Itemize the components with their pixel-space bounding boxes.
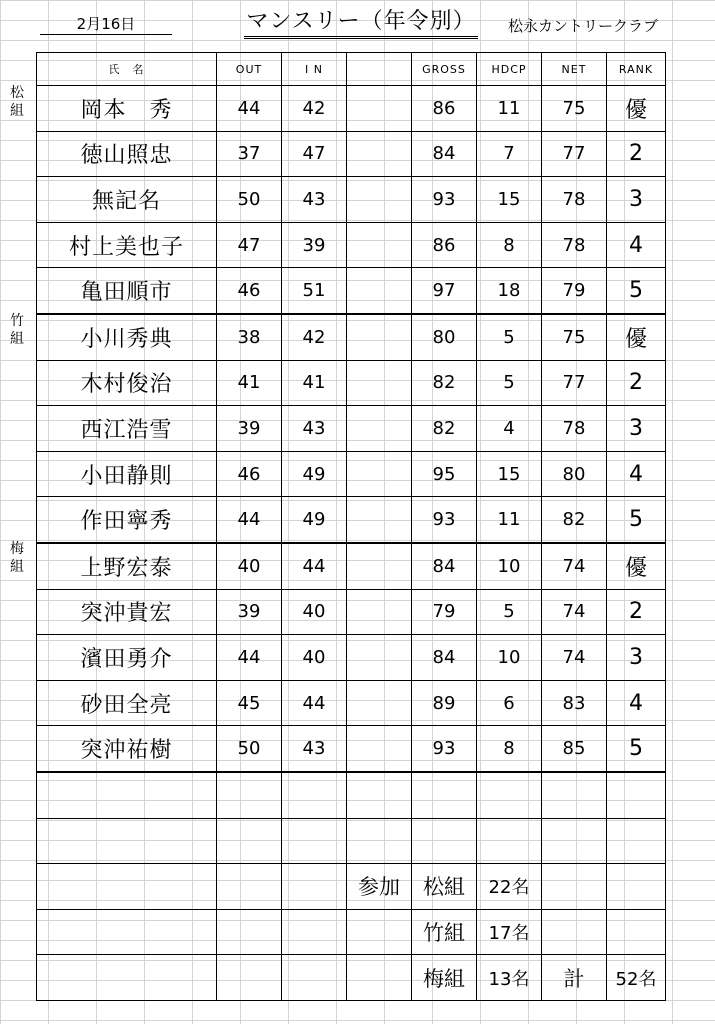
net-score: 79: [542, 268, 607, 314]
summary-row: [37, 955, 666, 1001]
col-header-name: 氏 名: [37, 53, 217, 86]
empty-cell: [347, 955, 412, 1001]
col-header-in: I N: [282, 53, 347, 86]
rank-value: 2: [607, 589, 666, 635]
rank-value: 優: [607, 543, 666, 589]
blank-cell: [347, 360, 412, 406]
player-name: 岡本 秀: [37, 86, 217, 132]
table-row: [37, 543, 666, 589]
total-count: 52名: [607, 955, 666, 1001]
summary-row: [37, 864, 666, 910]
player-name: 村上美也子: [37, 222, 217, 268]
results-table: [36, 52, 666, 1001]
net-score: 78: [542, 406, 607, 452]
table-row: [37, 177, 666, 223]
in-score: 49: [282, 451, 347, 497]
rank-value: 3: [607, 635, 666, 681]
rank-value: 5: [607, 726, 666, 772]
empty-cell: [282, 909, 347, 955]
player-name: 西江浩雪: [37, 406, 217, 452]
gross-score: 93: [412, 726, 477, 772]
rank-value: 2: [607, 131, 666, 177]
empty-cell: [282, 955, 347, 1001]
gross-score: 84: [412, 131, 477, 177]
ume-summary-label: 梅組: [412, 955, 477, 1001]
rank-value: 2: [607, 360, 666, 406]
out-score: 50: [217, 726, 282, 772]
empty-cell: [477, 772, 542, 818]
hdcp-value: 5: [477, 360, 542, 406]
empty-cell: [542, 772, 607, 818]
player-name: 突沖祐樹: [37, 726, 217, 772]
table-row: [37, 726, 666, 772]
net-score: 75: [542, 314, 607, 360]
in-score: 49: [282, 497, 347, 543]
blank-cell: [347, 268, 412, 314]
hdcp-value: 7: [477, 131, 542, 177]
col-header-net: NET: [542, 53, 607, 86]
gross-score: 79: [412, 589, 477, 635]
take-count: 17名: [477, 909, 542, 955]
table-row: [37, 406, 666, 452]
out-score: 38: [217, 314, 282, 360]
empty-cell: [607, 909, 666, 955]
blank-cell: [347, 314, 412, 360]
net-score: 77: [542, 131, 607, 177]
out-score: 40: [217, 543, 282, 589]
net-score: 80: [542, 451, 607, 497]
hdcp-value: 15: [477, 177, 542, 223]
gross-score: 86: [412, 86, 477, 132]
player-name: 小川秀典: [37, 314, 217, 360]
ume-count: 13名: [477, 955, 542, 1001]
in-score: 43: [282, 177, 347, 223]
net-score: 78: [542, 222, 607, 268]
hdcp-value: 11: [477, 497, 542, 543]
player-name: 無記名: [37, 177, 217, 223]
out-score: 46: [217, 268, 282, 314]
rank-value: 優: [607, 314, 666, 360]
player-name: 徳山照忠: [37, 131, 217, 177]
gross-score: 84: [412, 635, 477, 681]
table-row: [37, 589, 666, 635]
hdcp-value: 8: [477, 222, 542, 268]
in-score: 40: [282, 589, 347, 635]
empty-cell: [217, 772, 282, 818]
rank-value: 3: [607, 406, 666, 452]
empty-cell: [542, 818, 607, 864]
net-score: 75: [542, 86, 607, 132]
in-score: 41: [282, 360, 347, 406]
table-row: [37, 86, 666, 132]
page-title: マンスリー（年令別）: [244, 8, 478, 39]
table-row: [37, 222, 666, 268]
table-row: [37, 451, 666, 497]
group-label-take: 竹組: [10, 313, 24, 347]
player-name: 小田静則: [37, 451, 217, 497]
net-score: 77: [542, 360, 607, 406]
blank-cell: [347, 451, 412, 497]
empty-cell: [217, 955, 282, 1001]
blank-cell: [347, 680, 412, 726]
empty-cell: [217, 818, 282, 864]
col-header-blank: [347, 53, 412, 86]
empty-cell: [607, 818, 666, 864]
out-score: 39: [217, 406, 282, 452]
empty-cell: [412, 772, 477, 818]
gross-score: 89: [412, 680, 477, 726]
in-score: 42: [282, 86, 347, 132]
empty-cell: [542, 909, 607, 955]
empty-cell: [217, 864, 282, 910]
table-row: [37, 360, 666, 406]
gross-score: 95: [412, 451, 477, 497]
header-row: [37, 53, 666, 86]
group-label-matsu: 松組: [10, 85, 24, 119]
table-row: [37, 131, 666, 177]
rank-value: 優: [607, 86, 666, 132]
out-score: 41: [217, 360, 282, 406]
gross-score: 93: [412, 177, 477, 223]
hdcp-value: 5: [477, 589, 542, 635]
empty-cell: [282, 864, 347, 910]
in-score: 44: [282, 680, 347, 726]
empty-cell: [477, 818, 542, 864]
rank-value: 4: [607, 680, 666, 726]
blank-cell: [347, 497, 412, 543]
empty-cell: [607, 864, 666, 910]
rank-value: 5: [607, 268, 666, 314]
group-label-ume: 梅組: [10, 541, 24, 575]
table-row: [37, 497, 666, 543]
blank-cell: [347, 177, 412, 223]
out-score: 50: [217, 177, 282, 223]
empty-row: [37, 818, 666, 864]
gross-score: 82: [412, 360, 477, 406]
blank-cell: [347, 543, 412, 589]
net-score: 74: [542, 635, 607, 681]
participation-label: 参加: [347, 864, 412, 910]
in-score: 44: [282, 543, 347, 589]
gross-score: 93: [412, 497, 477, 543]
empty-cell: [282, 772, 347, 818]
empty-cell: [37, 955, 217, 1001]
report-date: 2月16日: [40, 14, 172, 35]
empty-cell: [347, 818, 412, 864]
col-header-rank: RANK: [607, 53, 666, 86]
empty-cell: [412, 818, 477, 864]
empty-cell: [282, 818, 347, 864]
player-name: 上野宏泰: [37, 543, 217, 589]
total-label: 計: [542, 955, 607, 1001]
blank-cell: [347, 222, 412, 268]
hdcp-value: 10: [477, 543, 542, 589]
net-score: 74: [542, 589, 607, 635]
matsu-count: 22名: [477, 864, 542, 910]
blank-cell: [347, 131, 412, 177]
hdcp-value: 15: [477, 451, 542, 497]
in-score: 43: [282, 406, 347, 452]
blank-cell: [347, 726, 412, 772]
empty-cell: [37, 772, 217, 818]
table-row: [37, 680, 666, 726]
summary-row: [37, 909, 666, 955]
col-header-hdcp: HDCP: [477, 53, 542, 86]
out-score: 39: [217, 589, 282, 635]
blank-cell: [347, 589, 412, 635]
net-score: 82: [542, 497, 607, 543]
player-name: 木村俊治: [37, 360, 217, 406]
empty-cell: [347, 772, 412, 818]
hdcp-value: 11: [477, 86, 542, 132]
hdcp-value: 10: [477, 635, 542, 681]
gross-score: 97: [412, 268, 477, 314]
out-score: 47: [217, 222, 282, 268]
empty-cell: [37, 864, 217, 910]
out-score: 46: [217, 451, 282, 497]
empty-cell: [217, 909, 282, 955]
blank-cell: [347, 406, 412, 452]
empty-cell: [607, 772, 666, 818]
hdcp-value: 8: [477, 726, 542, 772]
col-header-gross: GROSS: [412, 53, 477, 86]
hdcp-value: 18: [477, 268, 542, 314]
player-name: 砂田全亮: [37, 680, 217, 726]
out-score: 44: [217, 86, 282, 132]
gross-score: 80: [412, 314, 477, 360]
in-score: 40: [282, 635, 347, 681]
empty-cell: [347, 909, 412, 955]
out-score: 45: [217, 680, 282, 726]
gross-score: 86: [412, 222, 477, 268]
table-row: [37, 314, 666, 360]
hdcp-value: 5: [477, 314, 542, 360]
table-row: [37, 268, 666, 314]
empty-row: [37, 772, 666, 818]
in-score: 47: [282, 131, 347, 177]
blank-cell: [347, 635, 412, 681]
empty-cell: [37, 818, 217, 864]
gross-score: 84: [412, 543, 477, 589]
player-name: 作田寧秀: [37, 497, 217, 543]
net-score: 83: [542, 680, 607, 726]
out-score: 44: [217, 497, 282, 543]
matsu-summary-label: 松組: [412, 864, 477, 910]
in-score: 42: [282, 314, 347, 360]
rank-value: 4: [607, 222, 666, 268]
hdcp-value: 6: [477, 680, 542, 726]
take-summary-label: 竹組: [412, 909, 477, 955]
player-name: 亀田順市: [37, 268, 217, 314]
player-name: 濱田勇介: [37, 635, 217, 681]
col-header-out: OUT: [217, 53, 282, 86]
empty-cell: [37, 909, 217, 955]
rank-value: 4: [607, 451, 666, 497]
blank-cell: [347, 86, 412, 132]
rank-value: 5: [607, 497, 666, 543]
out-score: 44: [217, 635, 282, 681]
club-name: 松永カントリークラブ: [508, 17, 659, 35]
in-score: 39: [282, 222, 347, 268]
gross-score: 82: [412, 406, 477, 452]
table-row: [37, 635, 666, 681]
out-score: 37: [217, 131, 282, 177]
net-score: 78: [542, 177, 607, 223]
net-score: 74: [542, 543, 607, 589]
hdcp-value: 4: [477, 406, 542, 452]
empty-cell: [542, 864, 607, 910]
in-score: 51: [282, 268, 347, 314]
net-score: 85: [542, 726, 607, 772]
player-name: 突沖貴宏: [37, 589, 217, 635]
rank-value: 3: [607, 177, 666, 223]
in-score: 43: [282, 726, 347, 772]
